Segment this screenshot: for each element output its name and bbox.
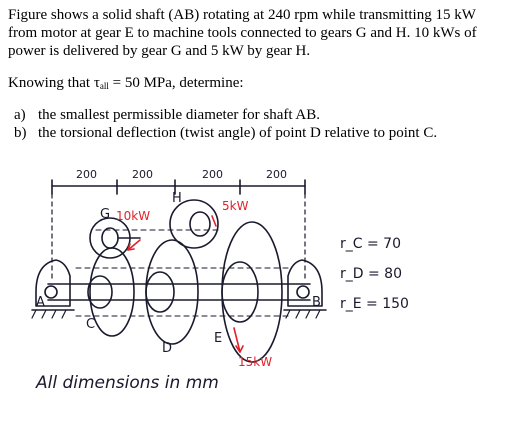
- label-gear-g: G: [100, 207, 111, 222]
- given-stress-sub: all: [99, 81, 109, 91]
- dim-label-2: 200: [132, 168, 153, 181]
- power-arrow-h: [212, 216, 216, 226]
- radius-c: r_C = 70: [340, 236, 401, 252]
- given-stress-post: = 50 MPa, determine:: [108, 75, 244, 91]
- label-point-c: C: [86, 317, 96, 332]
- gear-e: [222, 222, 282, 362]
- gear-d: [146, 240, 198, 344]
- part-b-text: the torsional deflection (twist angle) of point D relative to point C.: [38, 125, 438, 141]
- part-a-label: a): [14, 107, 26, 123]
- label-point-b: B: [312, 295, 321, 310]
- power-label-g: 10kW: [116, 209, 151, 223]
- units-note: All dimensions in mm: [36, 373, 219, 393]
- dim-label-1: 200: [76, 168, 97, 181]
- label-gear-h: H: [172, 191, 182, 206]
- problem-line-1: Figure shows a solid shaft (AB) rotating at 240 rpm while transmitting 15 kW: [8, 7, 476, 23]
- problem-line-2: from motor at gear E to machine tools connected to gears G and H. 10 kWs of: [8, 25, 477, 41]
- power-label-h: 5kW: [222, 199, 249, 213]
- dim-label-4: 200: [266, 168, 287, 181]
- part-b-label: b): [14, 125, 27, 141]
- given-stress-pre: Knowing that τ: [8, 75, 100, 91]
- part-a-text: the smallest permissible diameter for shaft AB.: [38, 107, 321, 123]
- power-label-e: 15kW: [238, 355, 273, 369]
- radius-e: r_E = 150: [340, 296, 409, 312]
- label-point-a: A: [36, 295, 45, 310]
- problem-line-3: power is delivered by gear G and 5 kW by gear H.: [8, 43, 311, 59]
- given-stress-line: [8, 74, 244, 95]
- dim-label-3: 200: [202, 168, 223, 181]
- radius-d: r_D = 80: [340, 266, 402, 282]
- label-point-e: E: [214, 331, 223, 346]
- label-point-d: D: [162, 341, 173, 356]
- shaft-figure: [0, 160, 532, 420]
